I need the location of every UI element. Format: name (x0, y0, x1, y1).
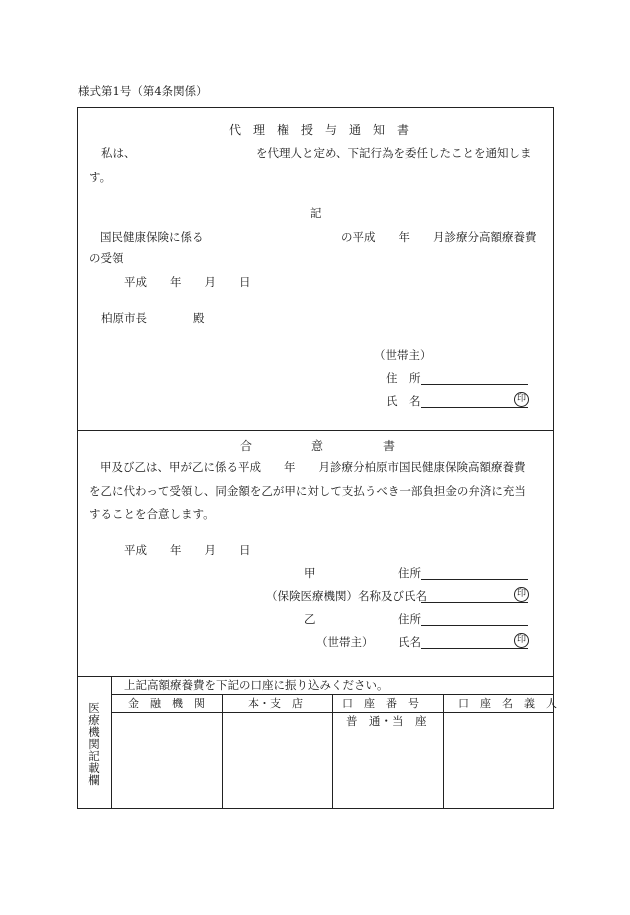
delegation-line2: す。 (89, 170, 112, 184)
col-head-account-number: 口 座 番 号 (342, 697, 419, 710)
addressee: 柏原市長 殿 (101, 311, 205, 325)
agreement-title-3: 書 (383, 439, 396, 453)
agreement-para-line3: することを合意します。 (89, 507, 215, 521)
institution-cell[interactable] (112, 713, 221, 808)
delegation-line1-start: 私は、 (101, 146, 136, 160)
bank-col-divider-2 (332, 694, 333, 809)
form-number: 様式第1号（第4条関係） (78, 84, 208, 98)
agreement-title-2: 意 (311, 439, 324, 453)
section-divider-1 (77, 430, 554, 431)
bank-instruction: 上記高額療養費を下記の口座に振り込みください。 (124, 678, 389, 692)
col-head-branch: 本・支 店 (248, 697, 303, 710)
party-a-seal-icon: 印 (514, 587, 529, 602)
delegation-title: 代 理 権 授 与 通 知 書 (229, 123, 410, 137)
account-holder-cell[interactable] (444, 713, 553, 808)
address-label: 住 所 (386, 371, 421, 385)
party-a-role-label: （保険医療機関）名称及び氏名 (266, 589, 427, 603)
party-b-address-field[interactable] (421, 625, 528, 626)
agreement-title-1: 合 (240, 439, 253, 453)
name-field[interactable] (421, 407, 528, 408)
party-b-name-field[interactable] (421, 648, 528, 649)
head-of-household-label: （世帯主） (374, 348, 432, 362)
col-head-account-holder: 口 座 名 義 人 (458, 697, 557, 710)
address-field[interactable] (421, 384, 528, 385)
delegation-line1-end[interactable]: を代理人と定め、下記行為を委任したことを通知しま (256, 146, 532, 160)
name-label: 氏 名 (386, 394, 421, 408)
medical-institution-side-label: 医療機関記載欄 (88, 701, 100, 787)
party-b-seal-icon: 印 (514, 633, 529, 648)
party-b-label: 乙 (304, 612, 316, 626)
seal-mark-icon: 印 (514, 392, 529, 407)
agreement-para-line2: を乙に代わって受領し、同金額を乙が甲に対して支払うべき一部負担金の弁済に充当 (89, 484, 526, 498)
section-divider-2 (77, 676, 554, 677)
delegation-item-start: 国民健康保険に係る (100, 230, 204, 244)
ki-heading: 記 (310, 206, 322, 220)
party-a-address-field[interactable] (421, 579, 528, 580)
delegation-date: 平成 年 月 日 (124, 275, 251, 289)
account-type-option[interactable]: 普 通・当 座 (346, 714, 427, 728)
party-b-name-label: 氏名 (398, 635, 421, 649)
party-b-role-label: （世帯主） (316, 635, 374, 649)
party-a-label: 甲 (304, 566, 316, 580)
delegation-item-end: の受領 (89, 251, 124, 265)
party-a-address-label: 住所 (398, 566, 421, 580)
party-b-address-label: 住所 (398, 612, 421, 626)
delegation-item-middle: の平成 年 月診療分高額療養費 (341, 230, 537, 244)
party-a-name-field[interactable] (421, 602, 528, 603)
branch-cell[interactable] (223, 713, 331, 808)
col-head-institution: 金 融 機 関 (128, 697, 205, 710)
agreement-para-line1: 甲及び乙は、甲が乙に係る平成 年 月診療分柏原市国民健康保険高額療養費 (100, 460, 526, 474)
agreement-date: 平成 年 月 日 (124, 543, 251, 557)
